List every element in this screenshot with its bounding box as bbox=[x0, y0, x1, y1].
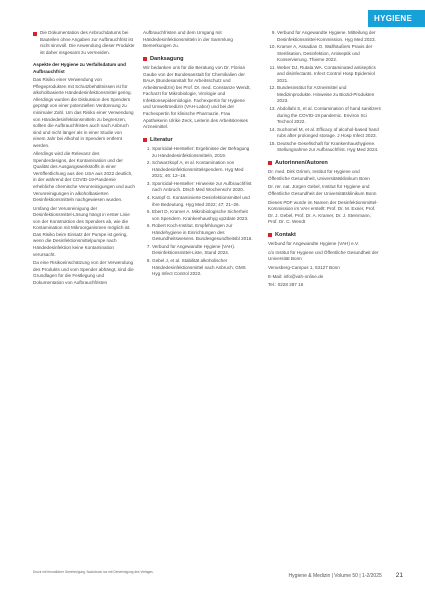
paragraph: Da eine Risikoeinschätzung von der Verwendung des Produkts und vom Spender abhängt, sind die Grundlagen für die Festlegung und Dokumentation von Aufbrauchfristen bbox=[33, 260, 134, 285]
reference-item: 14. Suchomel M, et al. Efficacy of alcohol-based hand rubs after prolonged storage. J Hosp Infect 2023. bbox=[277, 127, 381, 140]
thanks-text: Wir bedanken uns für die Beratung von Dr. Florian Gaube von der Bundesanstalt für Chemikalien der BAuA (Bundesanstalt für Arbeitsschutz und Arbeitsmedizin) bei Prof. Dr. med. Constanze Wendt, Facharzt für Mikrobiologie, Virologie und Infektionsepidemiologie. Fachexpertin für Hygiene und Umweltmedizin (VAH-Labor) und bei der Fachexpertin für klinische Pharmazie, Frau Apothekerin Ulrike Zeck, Leiterin des Arbeitskreises Arzneimittel. bbox=[143, 65, 251, 130]
contact-line: Verbund für Angewandte Hygiene (VAH) e.V. bbox=[268, 241, 359, 247]
contact-phone: Tel.: 0228 287 16 bbox=[268, 282, 304, 288]
author-entry: Dieses PDF wurde im Namen der Desinfektionsmittel-Kommission im VAH erstellt: Prof. Dr. M. Exner, Prof. Dr. J. Gebel, Prof. Dr. A. Kramer, Dr. J. Steinmann, Prof. Dr. C. Wendt bbox=[268, 199, 378, 225]
paragraph: Aufbrauchfristen und dem Umgang mit Händedesinfektionsmitteln in der Sammlung Bemerkungen zu. bbox=[143, 30, 233, 49]
section-square-icon bbox=[268, 233, 272, 237]
reference-item: 12. Bundesinstitut für Arzneimittel und Medizinprodukte. Hinweise zu Biozid-Produkten 2023. bbox=[277, 85, 381, 105]
bullet-square-icon bbox=[33, 32, 37, 36]
section-heading: Aspekte der Hygiene zu Verfallsdatum und Aufbrauchfrist bbox=[33, 62, 126, 74]
reference-item: 13. Abdollahi S, et al. Contamination of hand sanitizers during the COVID-19 pandemic. Environ Sci Technol 2022. bbox=[277, 106, 381, 126]
contact-line: Venusberg-Campus 1, 53127 Bonn bbox=[268, 264, 340, 270]
paragraph: Umfang der Verunreinigung der Desinfektionsmittel-Lösung hängt in erster Linie von der Konstruktion des Spenders ab, wie die Kontamination mit Mikroorganismen möglich ist. Das Risiko beim Einsatz der Pumpe ist gering, wenn die Desinfektionsmittelpumpe nach Händedesinfektion keine Kontamination verursacht. bbox=[33, 205, 131, 257]
hygiene-badge: HYGIENE bbox=[368, 10, 425, 27]
author-entry: Dr. med. Dirk Grimm, Institut für Hygiene und Öffentliche Gesundheit, Universitätsklinikum Bonn bbox=[268, 169, 370, 181]
column-3 bbox=[268, 30, 381, 291]
contact-heading: Kontakt bbox=[268, 232, 381, 239]
footer bbox=[289, 572, 403, 579]
intro-bullet-text: Die Dokumentation des Anbruchdatums bei Bauteilen ohne Angaben zur Aufbrauchfrist ist nicht sinnvoll. Die Anwendung dieser Produkte ist daher insgesamt zu vermeiden. bbox=[40, 30, 135, 55]
reference-item: 6. Robert Koch-Institut. Empfehlungen zur Händehygiene in Einrichtungen des Gesundheitswesens. Bundesgesundheitsbl 2016. bbox=[152, 223, 253, 243]
reference-item: 10. Kramer A, Assadian O. Wallhäußers Praxis der Sterilisation, Desinfektion, Antiseptik und Konservierung. Thieme 2022. bbox=[277, 44, 381, 64]
reference-item: 15. Deutsche Gesellschaft für Krankenhaushygiene. Stellungnahme zur Aufbrauchfrist. Hyg Med 2024. bbox=[277, 141, 381, 154]
thanks-heading: Danksagung bbox=[143, 56, 253, 63]
reference-list bbox=[143, 146, 253, 277]
authors-heading: Autorinnen/Autoren bbox=[268, 160, 381, 167]
column-2 bbox=[143, 30, 253, 279]
intro-bullet bbox=[33, 30, 135, 56]
reference-item: 5. Ebert D, Kramer A. Mikrobiologische Sicherheit von Spendern. Krankenhaushyg up2date 2023. bbox=[152, 209, 253, 222]
reference-item: 11. Weber DJ, Rutala WA. Contaminated antiseptics and disinfectants. Infect Control Hosp Epidemiol 2021. bbox=[277, 65, 381, 85]
paragraph: Allerdings wird die Relevanz des Spenderdesigns, der Kontamination und der Qualität des Ausgangswerkstoffs in einer Veröffentlichung aus den USA aus 2022 deutlich, in der während der COVID-19-Pandemie erhebliche chemische Verunreinigungen und auch Verunreinigungen in alkoholbasierten Desinfektionsmitteln nachgewiesen wurden. bbox=[33, 151, 135, 203]
reference-item: 9. Verbund für Angewandte Hygiene. Mitteilung der Desinfektionsmittel-Kommission. Hyg Med 2023. bbox=[277, 30, 381, 43]
journal-info: Hygiene & Medizin | Volume 50 | 1-2/2025 bbox=[288, 573, 382, 579]
literature-heading: Literatur bbox=[143, 137, 253, 144]
section-square-icon bbox=[268, 161, 272, 165]
author-entry: Dr. rer. nat. Jürgen Gebel, Institut für Hygiene und Öffentliche Gesundheit der Universitätsklinikum Bonn bbox=[268, 184, 377, 197]
reference-item: 7. Verbund für Angewandte Hygiene (VAH). Desinfektionsmittel-Liste, Stand 2024. bbox=[152, 244, 253, 257]
reference-item: 3. Sporicidal-Hersteller: Hinweise zur Aufbrauchfrist nach Anbruch. Dtsch Med Wochenschr 2020. bbox=[152, 181, 253, 194]
reference-item: 4. Kampf G. Kontaminierte Desinfektionsmittel und ihre Bedeutung. Hyg Med 2022; 47: 21–26. bbox=[152, 195, 253, 208]
column-1 bbox=[33, 30, 135, 288]
reference-item: 1. Sporicidal-Hersteller: Ergebnisse der Befragung zu Händedesinfektionsmitteln, 2019. bbox=[152, 146, 253, 159]
section-square-icon bbox=[143, 57, 147, 61]
contact-line: c/o Institut für Hygiene und Öffentliche Gesundheit der Universität Bonn bbox=[268, 249, 379, 262]
reference-item: 8. Gebel J, et al. Stabilität alkoholischer Händedesinfektionsmittel nach Anbruch. GMS Hyg Infect Control 2022. bbox=[152, 258, 253, 278]
section-square-icon bbox=[143, 138, 147, 142]
footer-notice: Druck mit freundlicher Genehmigung. Nachdruck nur mit Genehmigung des Verlages. bbox=[33, 570, 154, 574]
reference-list-continued bbox=[268, 30, 381, 154]
reference-item: 2. Schwarzkopf A, et al. Kontamination von Händedesinfektionsmittelspendern. Hyg Med 2021; 46: 12–18. bbox=[152, 160, 253, 180]
page-number: 21 bbox=[395, 572, 403, 579]
paragraph: Das Risiko einer Verwendung von Pflegeprodukten mit Schutzbehältnissen ist für alkoholbasierte Händedesinfektionsmittel gering. Allerdings wurden die Diskussion des Spenders geprägt von einer potenziellen Verdünnung zu minimaler Zahl. Um das Risiko einer Verwendung von Händedesinfektionsmitteln zu begrenzen, sollten die Aufbrauchfristen auch nach Anbruch sind und nicht länger als in einer Studie von einem Jahr bei Alkohol in Spendern entfernt werden. bbox=[33, 77, 134, 148]
contact-email[interactable]: E-Mail: info@vah-online.de bbox=[268, 273, 324, 279]
